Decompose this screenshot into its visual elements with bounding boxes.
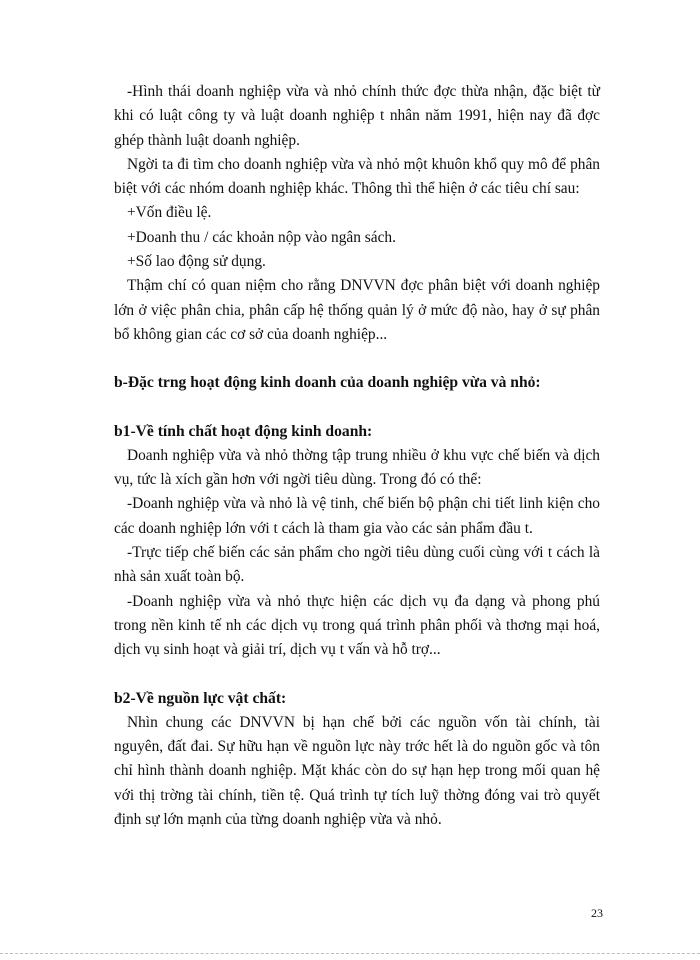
document-body	[114, 80, 600, 832]
paragraph-b1-direct-processing: -Trực tiếp chế biến các sản phẩm cho ngời tiêu dùng cuối cùng với t cách là nhà sản xuất toàn bộ.	[114, 544, 600, 586]
paragraph-b1-services: -Doanh nghiệp vừa và nhỏ thực hiện các dịch vụ đa dạng và phong phú trong nền kinh tế nh các dịch vụ trong quá trình phân phối và thơng mại hoá, dịch vụ sinh hoạt và giải trí, dịch vụ t vấn và hỗ trợ...	[114, 592, 600, 659]
paragraph-b2-resources: Nhìn chung các DNVVN bị hạn chế bởi các nguồn vốn tài chính, tài nguyên, đất đai. Sự hữu hạn về nguồn lực này trớc hết là do nguồn gốc và tôn chỉ hình thành doanh nghiệp. Mặt khác còn do sự hạn hẹp trong mối quan hệ với thị trờng tài chính, tiền tệ. Quá trình tự tích luỹ thờng đóng vai trò quyết định sự lớn mạnh của từng doanh nghiệp vừa và nhỏ.	[114, 713, 600, 829]
page-bottom-divider	[0, 953, 700, 954]
list-item-labor-count: +Số lao động sử dụng.	[127, 253, 266, 271]
paragraph-b1-satellite: -Doanh nghiệp vừa và nhỏ là vệ tinh, chế biến bộ phận chi tiết linh kiện cho các doanh nghiệp lớn với t cách là tham gia vào các sản phẩm đầu t.	[114, 495, 600, 537]
paragraph-b1-intro: Doanh nghiệp vừa và nhỏ thờng tập trung nhiều ở khu vực chế biến và dịch vụ, tức là xích gần hơn với ngời tiêu dùng. Trong đó có thể:	[114, 446, 600, 489]
paragraph-legal-recognition: -Hình thái doanh nghiệp vừa và nhỏ chính thức đợc thừa nhận, đặc biệt từ khi có luật công ty và luật doanh nghiệp t nhân năm 1991, hiện nay đã đợc ghép thành luật doanh nghiệp.	[114, 83, 600, 149]
section-heading-b2: b2-Về nguồn lực vật chất:	[114, 689, 287, 707]
section-spacer	[114, 396, 600, 420]
section-spacer	[114, 347, 600, 371]
section-spacer	[114, 663, 600, 687]
list-item-revenue: +Doanh thu / các khoản nộp vào ngân sách.	[127, 228, 396, 246]
list-item-charter-capital: +Vốn điều lệ.	[127, 204, 212, 222]
paragraph-management-view: Thậm chí có quan niệm cho rằng DNVVN đợc phân biệt với doanh nghiệp lớn ở việc phân chia, phân cấp hệ thống quản lý ở mức độ nào, hay ở sự phân bổ không gian các cơ sở của doanh nghiệp...	[114, 277, 600, 343]
section-heading-b: b-Đặc trng hoạt động kinh doanh của doanh nghiệp vừa và nhỏ:	[114, 374, 541, 392]
section-heading-b1: b1-Về tính chất hoạt động kinh doanh:	[114, 422, 373, 440]
paragraph-size-criteria-intro: Ngời ta đi tìm cho doanh nghiệp vừa và nhỏ một khuôn khổ quy mô để phân biệt với các nhóm doanh nghiệp khác. Thông thì thể hiện ở các tiêu chí sau:	[114, 155, 600, 198]
page-number: 23	[591, 906, 603, 920]
